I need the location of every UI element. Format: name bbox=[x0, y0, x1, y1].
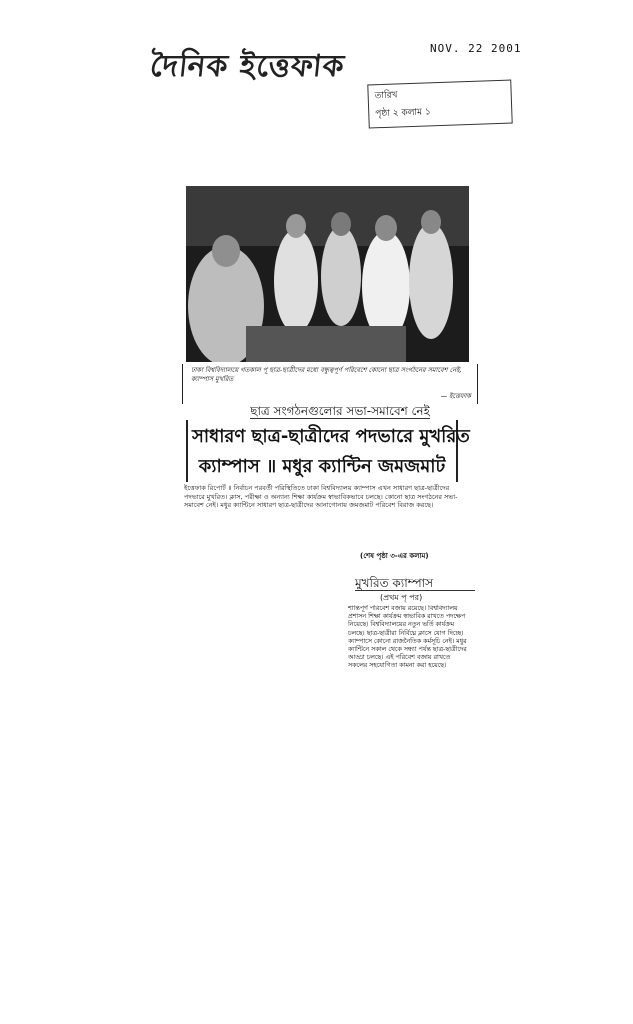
stamp-page-line: পৃষ্ঠা ২ কলাম ১ bbox=[375, 107, 431, 120]
photo-credit: — ইত্তেফাক bbox=[440, 392, 471, 400]
photo-image bbox=[186, 186, 469, 362]
headline-line1: সাধারণ ছাত্র-ছাত্রীদের পদভারে মুখরিত bbox=[192, 426, 470, 447]
continuation-rule bbox=[355, 590, 475, 591]
headline-box bbox=[186, 420, 470, 482]
continuation-title: মুখরিত ক্যাম্পাস bbox=[355, 576, 434, 590]
headline-line2: ক্যাম্পাস ॥ মধুর ক্যান্টিন জমজমাট bbox=[198, 456, 446, 477]
continued-note: (শেষ পৃষ্ঠা ৩-এর কলাম) bbox=[360, 552, 429, 560]
stamp-date-line: তারিখ bbox=[374, 90, 398, 102]
kicker-text: ছাত্র সংগঠনগুলোর সভা-সমাবেশ নেই bbox=[250, 404, 430, 418]
photo-caption-box bbox=[182, 364, 478, 404]
continuation-body: শান্তিপূর্ণ পরিবেশ বজায় রয়েছে। বিশ্ববিদ্যালয় প্রশাসন শিক্ষা কার্যক্রম স্বাভাবিক রাখতে পদক্ষেপ নিয়েছে। বিশ্ববিদ্যালয়ের নতুন ভর্তি কার্যক্রম চলছে। ছাত্র-ছাত্রীরা নির্বিঘ্নে ক্লাসে যোগ দিচ্ছে। ক্যাম্পাসে কোনো রাজনৈতিক কর্মসূচি নেই। মধুর ক্যান্টিনে সকাল থেকে সন্ধ্যা পর্যন্ত ছাত্র-ছাত্রীদের আড্ডা চলছে। এই পরিবেশ বজায় রাখতে সকলের সহযোগিতা কামনা করা হয়েছে। bbox=[348, 605, 467, 670]
continuation-from: (প্রথম পৃ পর) bbox=[380, 593, 423, 602]
clipping-date: NOV. 22 2001 bbox=[430, 42, 522, 55]
article-body: ইত্তেফাক রিপোর্ট ॥ নির্বাচন পরবর্তী পরিস্থিতিতে ঢাকা বিশ্ববিদ্যালয় ক্যাম্পাস এখন সাধারণ ছাত্র-ছাত্রীদের পদভারে মুখরিত। ক্লাস, পরীক্ষা ও অন্যান্য শিক্ষা কার্যক্রম স্বাভাবিকভাবে চলছে। কোনো ছাত্র সংগঠনের সভা-সমাবেশ নেই। মধুর ক্যান্টিনে সাধারণ ছাত্র-ছাত্রীদের আনাগোনায় জমজমাট পরিবেশ বিরাজ করছে। bbox=[184, 484, 458, 509]
news-photo bbox=[186, 186, 469, 362]
newspaper-masthead: দৈনিক ইত্তেফাক bbox=[148, 49, 347, 84]
clipping-stamp bbox=[367, 80, 512, 129]
photo-caption: ঢাকা বিশ্ববিদ্যালয়ে গতকাল পূ ছাত্র-ছাত্রীদের মধ্যে বন্ধুত্বপূর্ণ পরিবেশে কোনো ছাত্র সংগঠনের সমাবেশ নেই, ক্যাম্পাস মুখরিত bbox=[191, 366, 462, 383]
